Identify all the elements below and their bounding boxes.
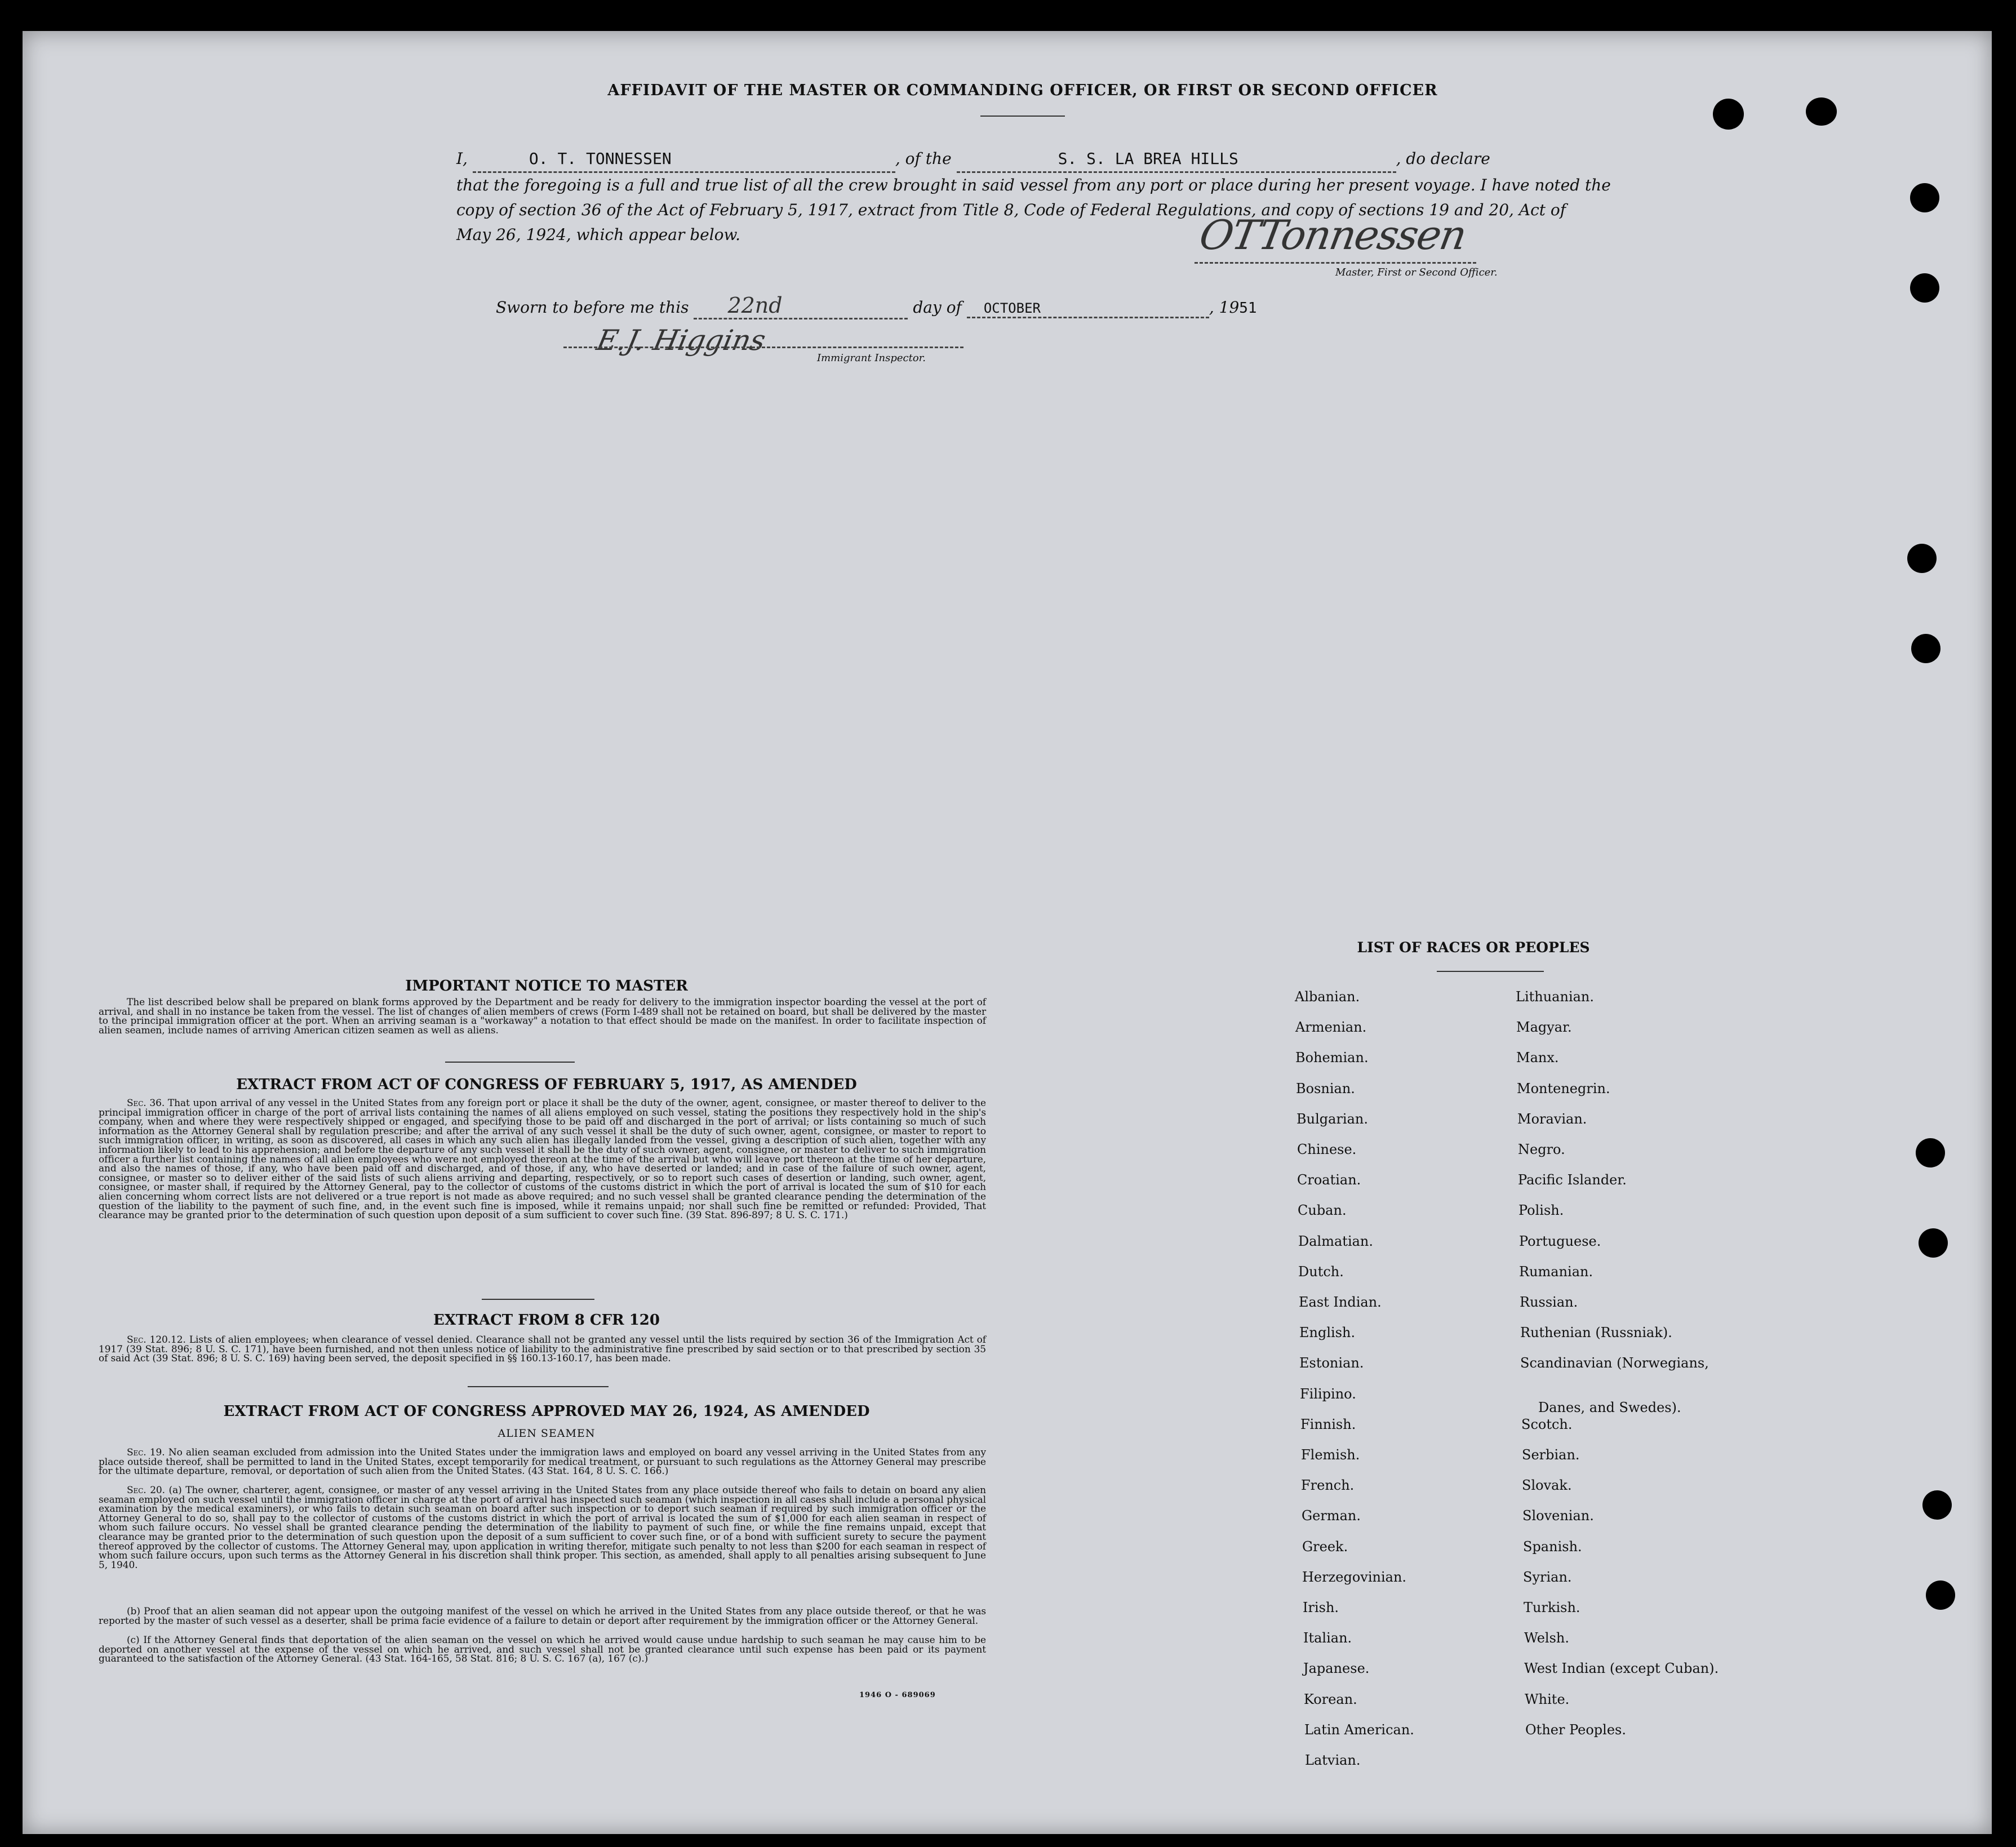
race-item: Manx. [1516,1050,1559,1065]
sworn-year: 51 [1239,300,1257,317]
vessel-name-field [957,146,1396,173]
title-divider [980,116,1065,117]
punch-hole [1922,1490,1952,1520]
print-code: 1946 O - 689069 [859,1691,936,1699]
race-item: Spanish. [1523,1539,1582,1555]
sworn-month-field [967,298,1209,318]
sec-20a-text [99,1486,986,1570]
punch-hole [1907,544,1937,573]
master-name: O. T. TONNESSEN [529,149,672,168]
punch-hole [1911,634,1940,663]
race-item: Magyar. [1516,1019,1572,1035]
punch-hole [1910,183,1939,212]
race-item: Herzegovinian. [1302,1569,1407,1585]
race-item: Slovak. [1522,1477,1572,1493]
sworn-day: 22nd [727,293,783,318]
race-item: Albanian. [1295,989,1360,1005]
punch-hole [1916,1138,1945,1167]
declaration-line-2: that the foregoing is a full and true list of all the crew brought in said vessel from any port or place during her present voyage. I have noted the [456,176,1611,194]
sworn-day-field [694,293,908,319]
race-item: Negro. [1518,1142,1565,1157]
race-item: Pacific Islander. [1518,1172,1627,1188]
races-divider [1437,971,1544,972]
declaration-line-1 [456,146,1606,173]
cfr-text [99,1335,986,1364]
race-item: Lithuanian. [1516,989,1595,1005]
extract-1917-title: EXTRACT FROM ACT OF CONGRESS OF FEBRUARY 5, 1917, AS AMENDED [236,1076,857,1093]
race-item: Serbian. [1522,1447,1580,1463]
race-item: Danes, and Swedes). [1538,1400,1681,1415]
race-item: French. [1301,1477,1355,1493]
race-item: Filipino. [1300,1386,1356,1402]
race-item: Montenegrin. [1517,1081,1610,1096]
sec-120-label: Sec. 120.12. [127,1334,186,1346]
punch-hole [1919,1228,1948,1258]
affidavit-title: AFFIDAVIT OF THE MASTER OR COMMANDING OFFICER, OR FIRST OR SECOND OFFICER [607,82,1438,99]
alien-seamen-subtitle: ALIEN SEAMEN [498,1427,596,1440]
race-item: White. [1525,1691,1570,1707]
race-item: Chinese. [1297,1142,1357,1157]
race-item: Portuguese. [1519,1233,1601,1249]
sec-20c-text: (c) If the Attorney General finds that deportation of the alien seaman on the vessel on which he arrived would cause undue hardship to such seaman he may cause him to be deported on another vessel at the expense of the vessel on which he arrived, and such vessel shall not be granted clearance until such expense has been paid or its payment guaranteed to the satisfaction of the Attorney General. (43 Stat. 164-165, 58 Stat. 816; 8 U. S. C. 167 (a), 167 (c).) [99,1635,986,1665]
sec-36-label: Sec. 36. [127,1098,165,1109]
sworn-line [496,293,1257,319]
race-item: Flemish. [1301,1447,1360,1463]
race-item: Dalmatian. [1298,1233,1374,1249]
sec-20b-text: (b) Proof that an alien seaman did not appear upon the outgoing manifest of the vessel on which he arrived in the United States from any place outside thereof, or that he was reported by the master of such vessel as a deserter, shall be prima facie evidence of a failure to detain or deport after requirement by the immigration officer or the Attorney General. [99,1606,986,1627]
race-item: Bulgarian. [1296,1111,1368,1127]
cfr-title: EXTRACT FROM 8 CFR 120 [433,1312,660,1329]
inspector-signature-line [563,347,963,348]
sec-19-body: No alien seaman excluded from admission into the United States under the immigration laws and employed on board any vessel arriving in the United States from any place outside thereof, shall be permitted to land in the United States, except temporarily for medical treatment, or pursuant to such regulations as the Attorney General may prescribe for the ultimate departure, removal, or deportation of such alien from the United States. (43 Stat. 164, 8 U. S. C. 166.) [99,1447,987,1477]
race-item: Croatian. [1297,1172,1361,1188]
sec-19-text [99,1448,986,1476]
race-item: Syrian. [1523,1569,1572,1585]
race-item: Bohemian. [1295,1050,1369,1065]
race-item: Irish. [1303,1600,1339,1615]
cfr-divider [468,1386,609,1387]
master-name-field [473,146,895,173]
inspector-signature: E.J. Higgins [593,324,769,357]
extract-1917-text [99,1099,986,1220]
race-item: Korean. [1304,1691,1357,1707]
race-item: Russian. [1520,1294,1578,1310]
race-item: East Indian. [1299,1294,1382,1310]
race-item: Italian. [1303,1630,1352,1646]
master-signature: OTTonnessen [1196,211,1469,259]
document-page [23,31,1992,1834]
race-item: Moravian. [1517,1111,1587,1127]
race-item: Cuban. [1298,1202,1347,1218]
sec-20a-body: (a) The owner, charterer, agent, consignee, or master of any vessel arriving in the United States from any place outside thereof who fails to detain on board any alien seaman employed on such vessel until the immigration officer in charge at the port of arrival has inspected such seaman (which inspection in all cases shall include a personal physical examination by the medical examiners), or who fails to detain such seaman on board after such inspection or to deport such seaman if required by such immigration officer or the Attorney General to do so, shall pay to the collector of customs of the customs district in which the port of arrival is located the sum of $1,000 for each alien seaman in respect of whom such failure occurs. No vessel shall be granted clearance pending the determination of the liability to payment of such fine, or while the fine remains unpaid, except that clearance may be granted prior to the determination of such question upon the deposit of a sum sufficient to cover such fine, or of a bond with sufficient surety to secure the payment thereof approved by the collector of customs. The Attorney General may, upon application in writing therefor, mitigate such penalty to not less than $200 for each seaman in respect of whom such failure occurs, upon such terms as the Attorney General in his discretion shall think proper. This section, as amended, shall apply to all penalties arising subsequent to June 5, 1940. [99,1485,986,1571]
i-label: I, [456,149,468,168]
notice-text: The list described below shall be prepared on blank forms approved by the Department and be ready for delivery to the immigration inspector boarding the vessel at the port of arrival, and shall in no instance be taken from the vessel. The list of changes of alien members of crews (Form I-489 shall not be retained on board, but shall be delivered by the master to the principal immigration officer at the port. When an arriving seaman is a "workaway" a notation to that effect should be made on the manifest. In order to facilitate inspection of alien seamen, include names of arriving American citizen seamen as well as aliens. [99,997,986,1036]
race-item: Welsh. [1524,1630,1569,1646]
declaration-line-3: copy of section 36 of the Act of February 5, 1917, extract from Title 8, Code of Federal Regulations, and copy of sections 19 and 20, Act of [456,201,1566,219]
race-item: Finnish. [1300,1417,1356,1432]
punch-hole [1926,1580,1955,1610]
ink-blot [1713,99,1744,130]
race-item: German. [1302,1508,1361,1524]
race-item: Scandinavian (Norwegians, [1520,1355,1709,1371]
punch-hole [1910,273,1939,303]
race-item: Slovenian. [1522,1508,1594,1524]
race-item: Greek. [1302,1539,1348,1555]
sec-120-text: Lists of alien employees; when clearance of vessel denied. Clearance shall not be granted any vessel until the lists required by section 36 of the Immigration Act of 1917 (39 Stat. 896; 8 U. S. C. 171), have been furnished, and not then unless notice of liability to the administrative fine prescribed by said section or to that prescribed by section 35 of said Act (39 Stat. 896; 8 U. S. C. 169) having been served, the deposit specified in §§ 160.13-160.17, has been made. [99,1334,986,1365]
race-item: Japanese. [1303,1660,1370,1676]
ink-blot [1806,97,1837,126]
race-item: Rumanian. [1519,1264,1593,1280]
day-of-label: day of [913,298,962,317]
race-item: Estonian. [1299,1355,1364,1371]
race-item: Bosnian. [1296,1081,1355,1096]
master-caption: Master, First or Second Officer. [1335,267,1498,278]
declaration-line-4: May 26, 1924, which appear below. [456,225,741,244]
notice-title: IMPORTANT NOTICE TO MASTER [405,978,688,994]
race-item: English. [1299,1325,1356,1340]
extract-1917-divider [482,1299,594,1300]
vessel-name: S. S. LA BREA HILLS [1058,149,1238,168]
sworn-month: OCTOBER [983,300,1041,316]
notice-divider [445,1062,575,1063]
race-item: Armenian. [1295,1019,1367,1035]
race-item: West Indian (except Cuban). [1524,1660,1719,1676]
race-item: Polish. [1518,1202,1564,1218]
do-declare-label: , do declare [1396,149,1490,168]
race-item: Other Peoples. [1525,1722,1626,1738]
extract-1924-title: EXTRACT FROM ACT OF CONGRESS APPROVED MAY 26, 1924, AS AMENDED [223,1403,870,1420]
race-item: Latvian. [1305,1752,1361,1768]
race-item: Dutch. [1298,1264,1344,1280]
races-title: LIST OF RACES OR PEOPLES [1357,939,1590,956]
year-prefix: , 19 [1209,298,1240,317]
sec-36-text: That upon arrival of any vessel in the United States from any foreign port or place it shall be the duty of the owner, agent, consignee, or master thereof to deliver to the principal immigration officer in charge of the port of arrival lists containing the names of all aliens employed on such vessel, stating the positions they respectively hold in the ship's company, when and where they were respectively shipped or engaged, and specifying those to be paid off and discharged in the port of arrival; or lists containing so much of such information as the Attorney General shall by regulation prescribe; and after the arrival of any such vessel it shall be the duty of such owner, agent, consignee, or master to report to such immigration officer, in writing, as soon as discovered, all cases in which any such alien has illegally landed from the vessel, giving a description of such alien, together with any information likely to lead to his apprehension; and before the departure of any such vessel it shall be the duty of such owner, agent, consignee, or master to deliver to such immigration officer a further list containing the names of all alien employees who were not employed thereon at the time of the arrival but who will leave port thereon at the time of her departure, and also the names of those, if any, who have been paid off and discharged, and of those, if any, who have deserted or landed; and in case of the failure of such owner, agent, consignee, or master so to deliver either of the said lists of such aliens arriving and departing, respectively, or so to report such cases of desertion or landing, such owner, agent, consignee, or master shall, if required by the Attorney General, pay to the collector of customs of the customs district in which the port of arrival is located the sum of $10 for each alien concerning whom correct lists are not delivered or a true report is not made as above required; and no such vessel shall be granted clearance pending the determination of the question of the liability to the payment of such fine, and, in the event such fine is imposed, while it remains unpaid; nor shall such fine be remitted or refunded: Provided, That clearance may be granted prior to the determination of such question upon deposit of a sum sufficient to cover such fine. (39 Stat. 896-897; 8 U. S. C. 171.) [99,1098,986,1222]
race-item: Scotch. [1521,1417,1573,1432]
sec-20-label: Sec. 20. [127,1485,165,1496]
race-item: Latin American. [1304,1722,1414,1738]
inspector-caption: Immigrant Inspector. [817,352,926,364]
of-the-label: , of the [895,149,952,168]
master-signature-line [1194,262,1476,264]
sec-19-label: Sec. 19. [127,1447,165,1458]
sworn-label: Sworn to before me this [496,298,689,317]
race-item: Ruthenian (Russniak). [1520,1325,1672,1340]
race-item: Turkish. [1524,1600,1580,1615]
